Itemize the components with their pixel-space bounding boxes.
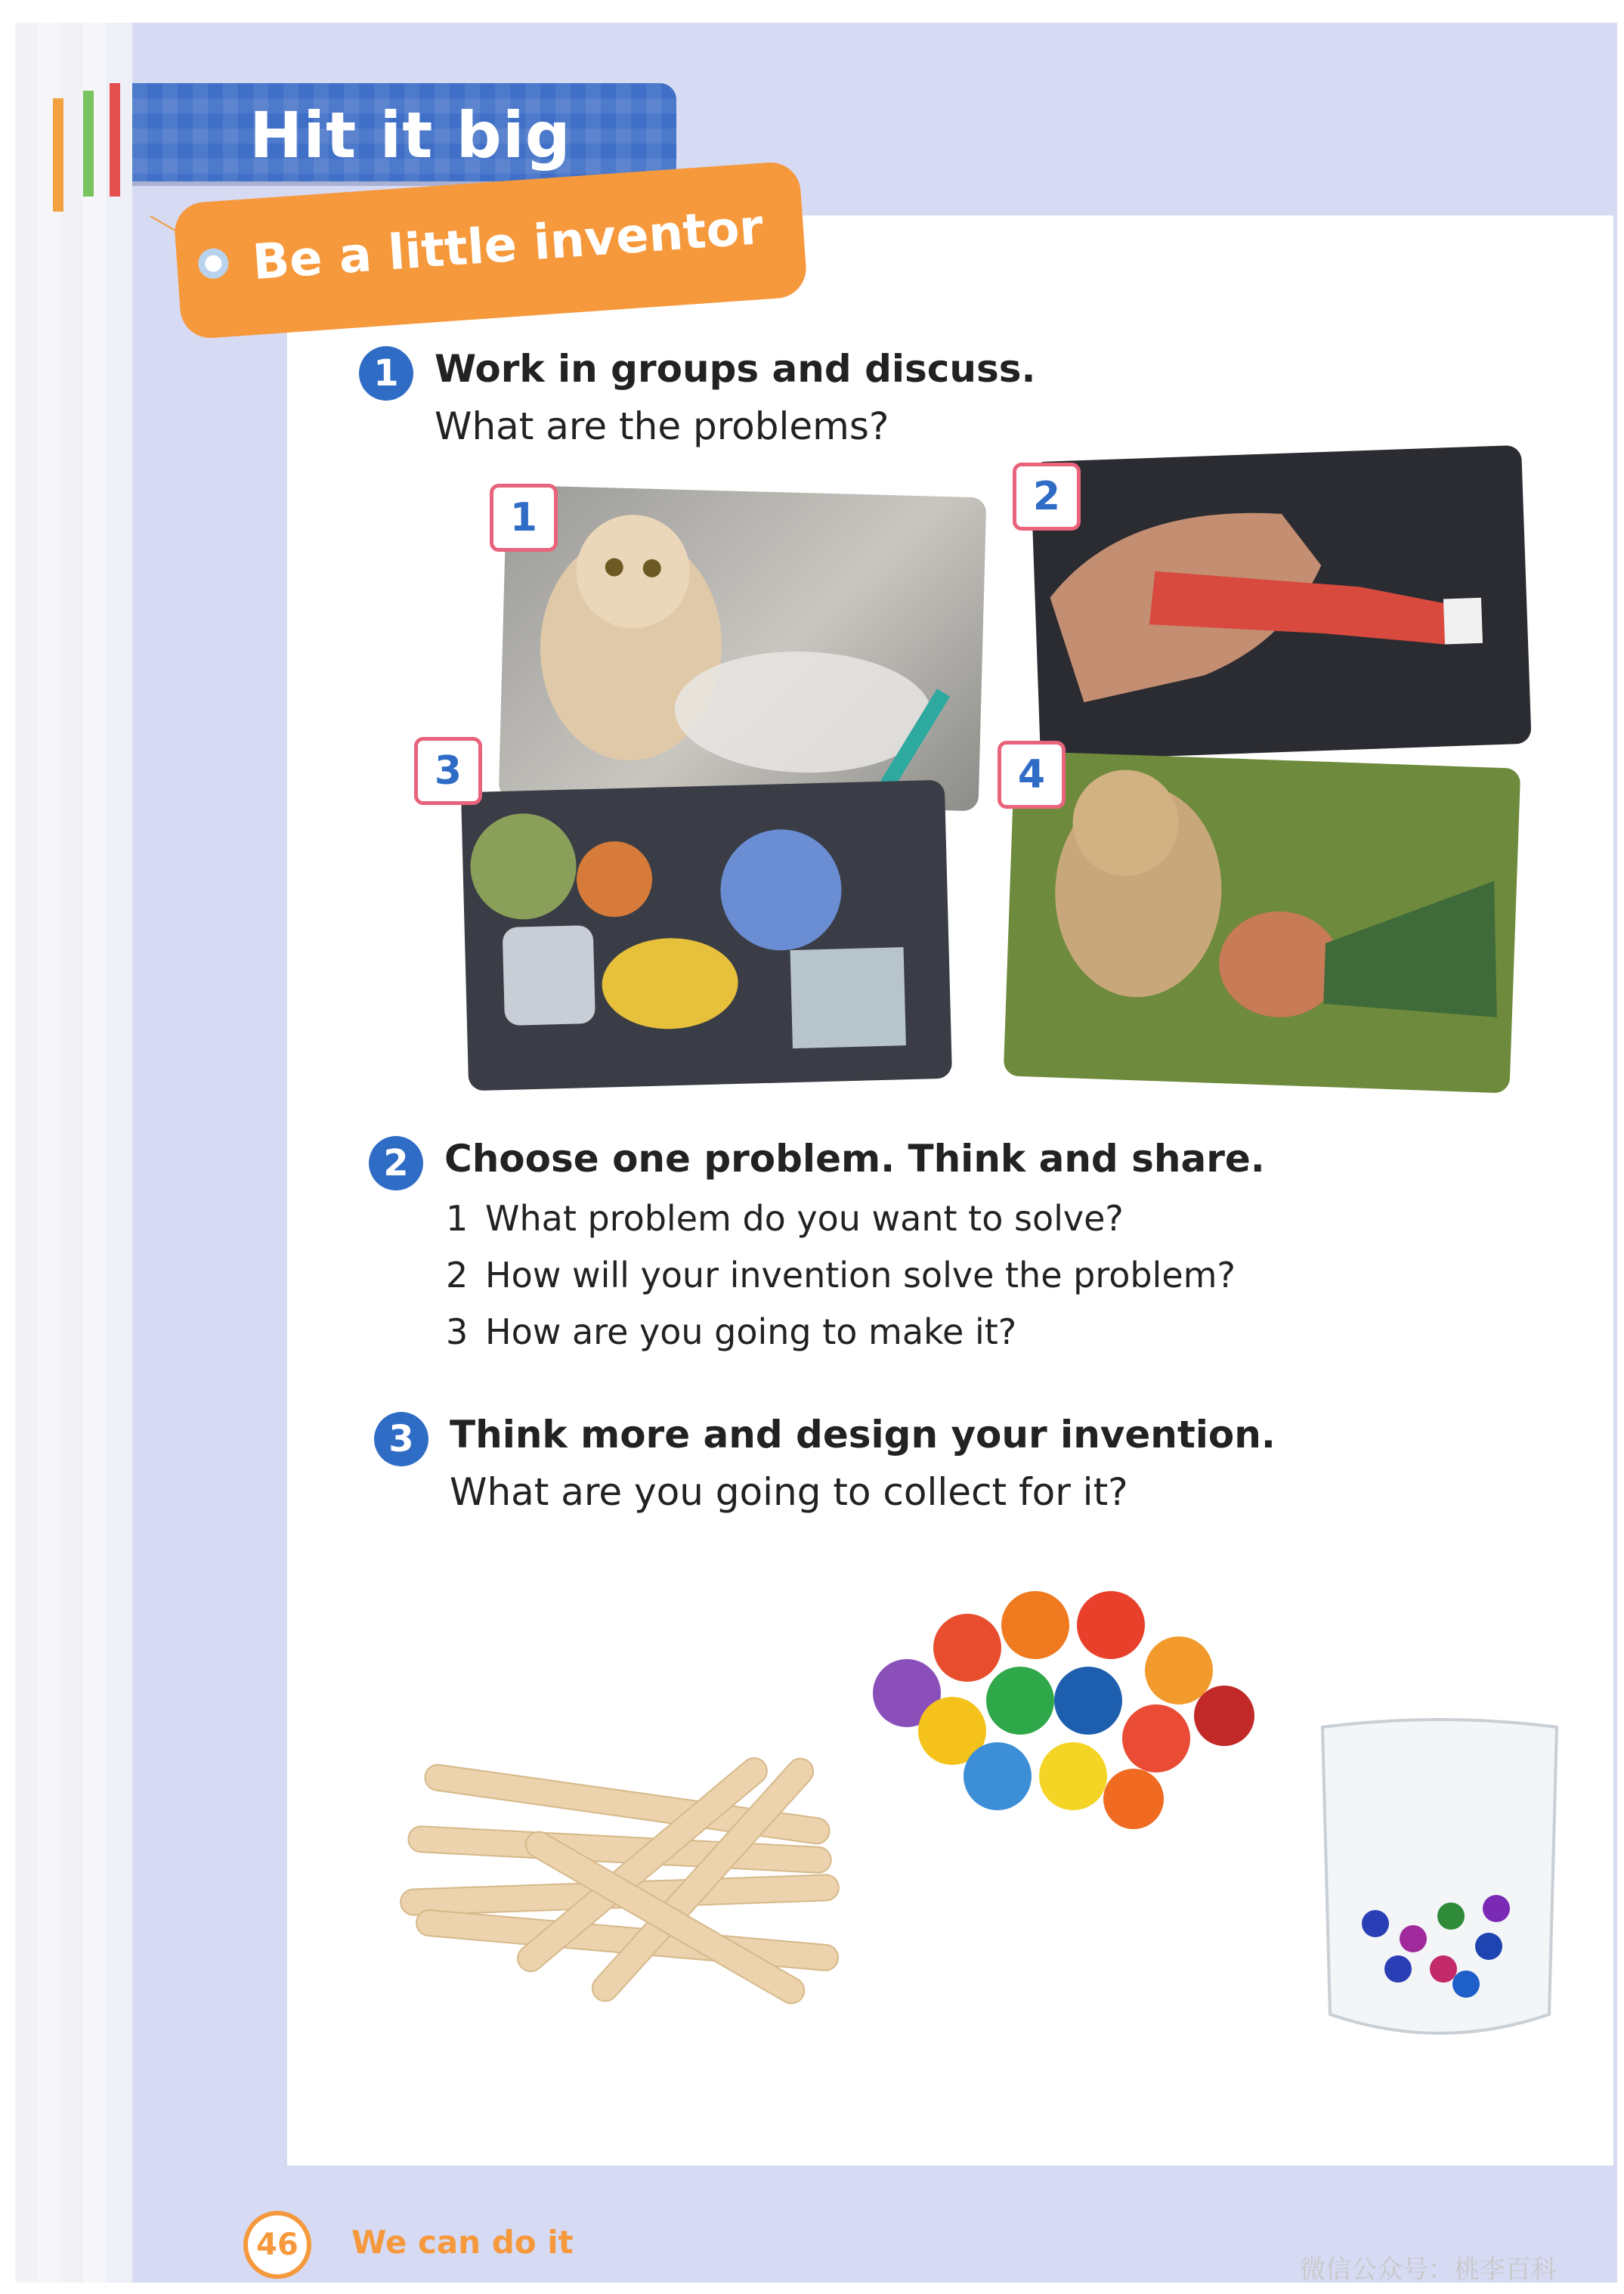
photo-3 <box>461 780 952 1091</box>
task-heading: Choose one problem. Think and share. <box>444 1137 1265 1181</box>
unit-title: We can do it <box>351 2224 574 2261</box>
question-3: 3 How are you going to make it? <box>446 1311 1017 1352</box>
photo-4 <box>1004 751 1521 1093</box>
task-3 <box>374 1406 1276 1521</box>
lesson-banner <box>132 83 676 181</box>
section-title: Be a little inventor <box>250 199 766 291</box>
page-stack <box>0 23 151 2283</box>
photo-number-badge: 1 <box>490 484 558 552</box>
photo-1 <box>499 485 987 811</box>
bottle-caps-icon <box>861 1580 1270 1852</box>
page-number: 46 <box>243 2211 311 2279</box>
task-heading: Work in groups and discuss. <box>435 347 1036 391</box>
task-number-badge: 2 <box>369 1136 423 1190</box>
dog-knocked-plant-icon <box>1004 751 1521 1093</box>
task-subheading: What are the problems? <box>435 404 889 448</box>
watermark-text: 微信公众号：桃李百科 <box>1300 2255 1557 2285</box>
lesson-title: Hit it big <box>249 98 571 172</box>
rubbish-pile-icon <box>461 780 952 1091</box>
glass-jar-pins-icon <box>1315 1712 1564 2052</box>
question-2: 2 How will your invention solve the problem? <box>446 1255 1236 1296</box>
photo-2 <box>1030 445 1531 760</box>
cat-fur-icon <box>499 485 987 811</box>
photo-number-badge: 2 <box>1013 463 1081 531</box>
task-number-badge: 1 <box>359 346 413 401</box>
task-2 <box>369 1130 1265 1187</box>
question-1: 1 What problem do you want to solve? <box>446 1198 1124 1239</box>
photo-number-badge: 3 <box>414 737 482 805</box>
toothpaste-tube-icon <box>1030 445 1531 760</box>
wooden-sticks-icon <box>393 1731 884 2048</box>
task-heading: Think more and design your invention. <box>450 1413 1276 1457</box>
photo-number-badge: 4 <box>998 741 1066 809</box>
task-number-badge: 3 <box>374 1412 428 1466</box>
task-1 <box>359 340 1036 455</box>
bullet-icon <box>197 247 230 280</box>
task-subheading: What are you going to collect for it? <box>450 1470 1128 1514</box>
